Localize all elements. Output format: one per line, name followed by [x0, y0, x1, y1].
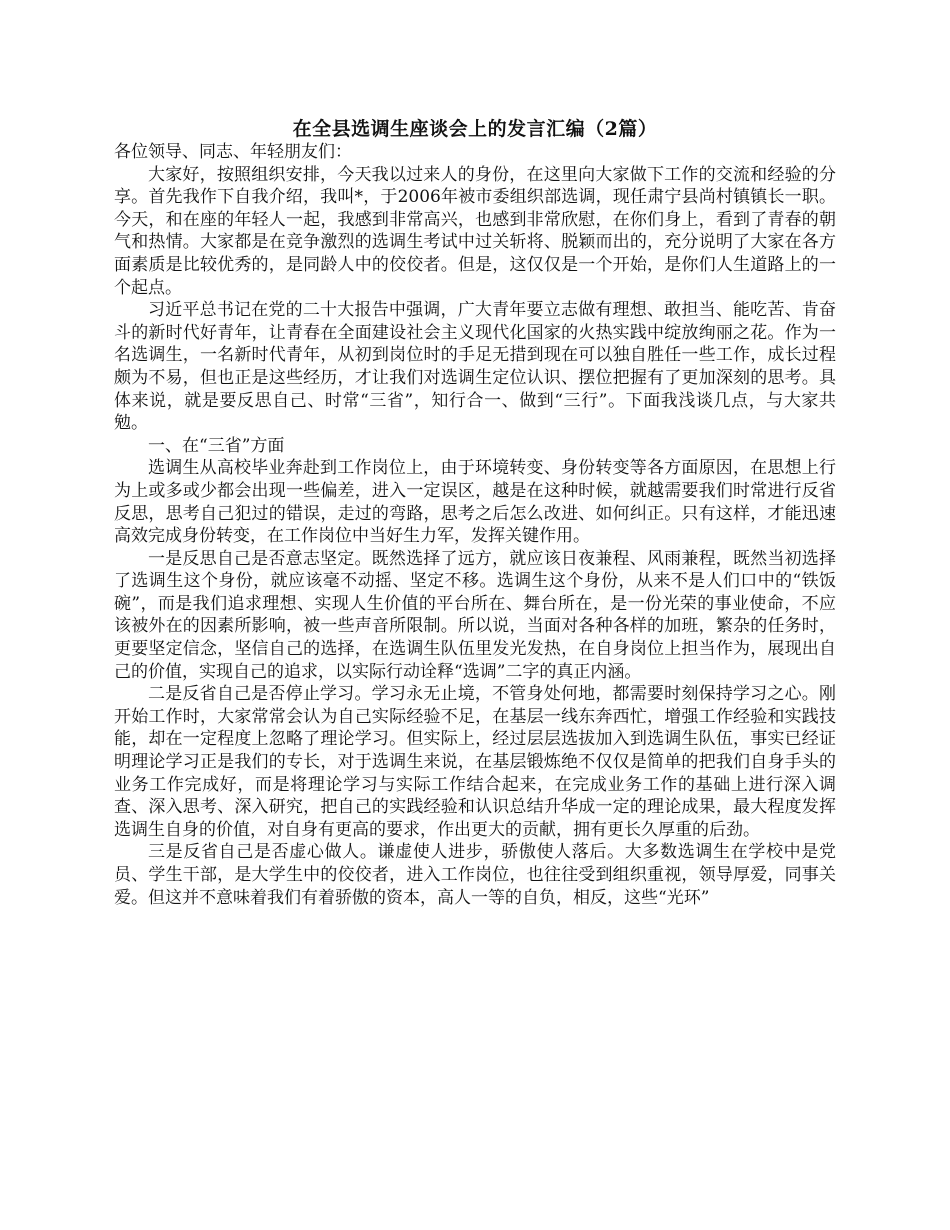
- paragraph-point-three: 三是反省自己是否虚心做人。谦虚使人进步，骄傲使人落后。大多数选调生在学校中是党员、学生干部，是大学生中的佼佼者，进入工作岗位，也往往受到组织重视，领导厚爱，同事关爱。但这并不意味着我们有着骄傲的资本，高人一等的自负，相反，这些“光环”: [114, 842, 836, 908]
- section-heading: 一、在“三省”方面: [148, 435, 285, 456]
- paragraph-point-one: 一是反思自己是否意志坚定。既然选择了远方，就应该日夜兼程、风雨兼程，既然当初选择了选调生这个身份，就应该毫不动摇、坚定不移。选调生这个身份，从来不是人们口中的“铁饭碗”，而是我们追求理想、实现人生价值的平台所在、舞台所在，是一份光荣的事业使命，不应该被外在的因素所影响，被一些声音所限制。所以说，当面对各种各样的加班，繁杂的任务时，更要坚定信念，坚信自己的选择，在选调生队伍里发光发热，在自身岗位上担当作为，展现出自己的价值，实现自己的追求，以实际行动诠释“选调”二字的真正内涵。: [114, 548, 836, 682]
- document-title: 在全县选调生座谈会上的发言汇编（2篇）: [292, 118, 658, 140]
- document-page: [114, 118, 836, 909]
- paragraph-section-intro: 选调生从高校毕业奔赴到工作岗位上，由于环境转变、身份转变等各方面原因，在思想上行为上或多或少都会出现一些偏差，进入一定误区，越是在这种时候，就越需要我们时常进行反省反思，思考自己犯过的错误，走过的弯路，思考之后怎么改进、如何纠正。只有这样，才能迅速高效完成身份转变，在工作岗位中当好生力军，发挥关键作用。: [114, 458, 836, 547]
- salutation: 各位领导、同志、年轻朋友们：: [114, 142, 352, 162]
- paragraph-point-two: 二是反省自己是否停止学习。学习永无止境，不管身处何地，都需要时刻保持学习之心。刚开始工作时，大家常常会认为自己实际经验不足，在基层一线东奔西忙，增强工作经验和实践技能，却在一定程度上忽略了理论学习。但实际上，经过层层选拔加入到选调生队伍，事实已经证明理论学习正是我们的专长，对于选调生来说，在基层锻炼绝不仅仅是简单的把我们自身手头的业务工作完成好，而是将理论学习与实际工作结合起来，在完成业务工作的基础上进行深入调查、深入思考、深入研究，把自己的实践经验和认识总结升华成一定的理论成果，最大程度发挥选调生自身的价值，对自身有更高的要求，作出更大的贡献，拥有更长久厚重的后劲。: [114, 684, 836, 840]
- paragraph-intro: 大家好，按照组织安排，今天我以过来人的身份，在这里向大家做下工作的交流和经验的分享。首先我作下自我介绍，我叫*，于2006年被市委组织部选调，现任肃宁县尚村镇镇长一职。今天，和在座的年轻人一起，我感到非常高兴，也感到非常欣慰，在你们身上，看到了青春的朝气和热情。大家都是在竞争激烈的选调生考试中过关斩将、脱颖而出的，充分说明了大家在各方面素质是比较优秀的，是同龄人中的佼佼者。但是，这仅仅是一个开始，是你们人生道路上的一个起点。: [114, 164, 836, 298]
- paragraph-context: 习近平总书记在党的二十大报告中强调，广大青年要立志做有理想、敢担当、能吃苦、肯奋斗的新时代好青年，让青春在全面建设社会主义现代化国家的火热实践中绽放绚丽之花。作为一名选调生，一名新时代青年，从初到岗位时的手足无措到现在可以独自胜任一些工作，成长过程颇为不易，但也正是这些经历，才让我们对选调生定位认识、摆位把握有了更加深刻的思考。具体来说，就是要反思自己、时常“三省”，知行合一、做到“三行”。下面我浅谈几点，与大家共勉。: [114, 300, 836, 434]
